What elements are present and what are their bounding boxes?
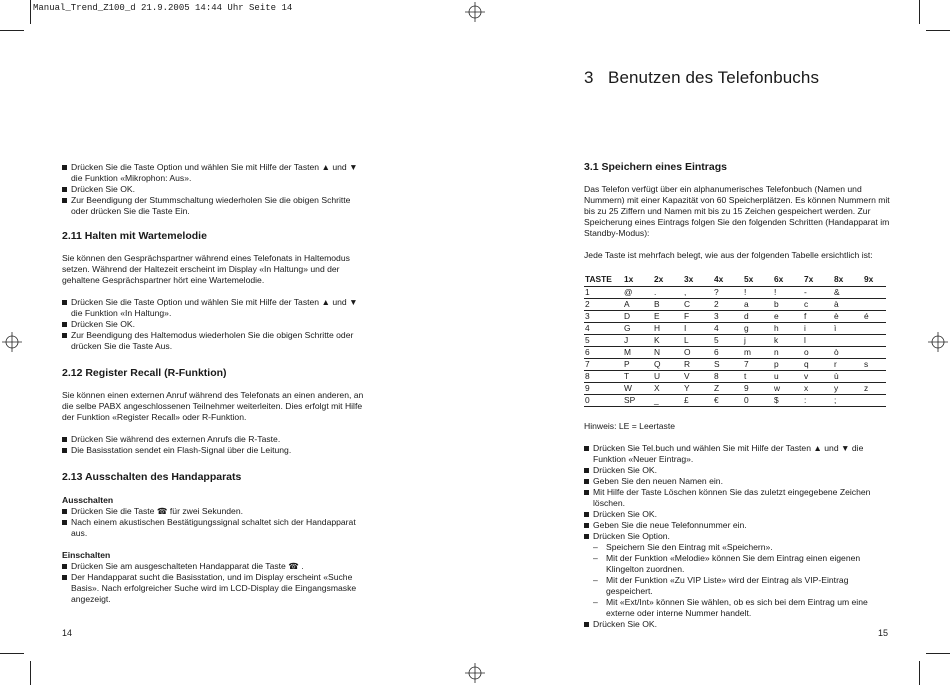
table-cell: 5	[713, 335, 743, 347]
table-cell: v	[803, 371, 833, 383]
list-item: – Speichern Sie den Eintrag mit «Speichern».	[584, 542, 890, 553]
table-cell: 0	[743, 395, 773, 407]
table-cell: B	[653, 299, 683, 311]
table-header-cell: 1x	[623, 273, 653, 287]
chapter-title-text: Benutzen des Telefonbuchs	[608, 68, 820, 87]
table-cell: M	[623, 347, 653, 359]
table-cell: f	[803, 311, 833, 323]
table-row	[584, 311, 886, 323]
table-cell: j	[743, 335, 773, 347]
list-item: Zur Beendigung der Stummschaltung wiederholen Sie die obigen Schritte oder drücken Sie die Taste Ein.	[62, 195, 370, 217]
table-cell: a	[743, 299, 773, 311]
table-cell: e	[773, 311, 803, 323]
table-row	[584, 395, 886, 407]
table-cell: 4	[713, 323, 743, 335]
table-cell: O	[683, 347, 713, 359]
table-cell: &	[833, 287, 863, 299]
crop-mark	[0, 30, 24, 31]
table-cell: 3	[584, 311, 623, 323]
list-item: Der Handapparat sucht die Basisstation, und im Display erscheint «Suche Basis». Nach erfolgreicher Suche wird im LCD-Display die Eingangsmaske angezeigt.	[62, 572, 370, 605]
table-cell: à	[833, 299, 863, 311]
table-cell: 7	[584, 359, 623, 371]
right-page	[584, 162, 890, 630]
table-cell: _	[653, 395, 683, 407]
table-cell: Y	[683, 383, 713, 395]
table-cell: n	[773, 347, 803, 359]
table-cell: J	[623, 335, 653, 347]
table-cell: o	[803, 347, 833, 359]
table-cell: ò	[833, 347, 863, 359]
table-cell: p	[773, 359, 803, 371]
table-header-cell: TASTE	[584, 273, 623, 287]
registration-mark-icon	[465, 2, 485, 22]
paragraph: Sie können einen externen Anruf während des Telefonats an einen anderen, an die selbe PABX angeschlossenen Teilnehmer weiterleiten. Dies erfolgt mit Hilfe der Funktion «Register Recall» oder R-Funktion.	[62, 390, 364, 422]
list-item: Drücken Sie Option.	[584, 531, 890, 542]
list-item: Geben Sie die neue Telefonnummer ein.	[584, 520, 890, 531]
table-row	[584, 359, 886, 371]
table-cell: 8	[713, 371, 743, 383]
table-row	[584, 335, 886, 347]
table-header-cell: 8x	[833, 273, 863, 287]
chapter-number: 3	[584, 68, 594, 87]
table-cell: 6	[713, 347, 743, 359]
table-cell: Z	[713, 383, 743, 395]
table-cell: D	[623, 311, 653, 323]
section-heading: 2.11 Halten mit Wartemelodie	[62, 230, 207, 242]
list-item: Drücken Sie Tel.buch und wählen Sie mit Hilfe der Tasten ▲ und ▼ die Funktion «Neuer Eintrag».	[584, 443, 890, 465]
table-cell: z	[863, 383, 886, 395]
table-cell: s	[863, 359, 886, 371]
table-cell: 8	[584, 371, 623, 383]
steps-list	[584, 443, 890, 630]
table-cell: w	[773, 383, 803, 395]
table-cell: SP	[623, 395, 653, 407]
table-cell: S	[713, 359, 743, 371]
table-cell	[863, 347, 886, 359]
table-cell	[833, 335, 863, 347]
table-cell: W	[623, 383, 653, 395]
table-cell: 0	[584, 395, 623, 407]
table-row	[584, 299, 886, 311]
hint-text: Hinweis: LE = Leertaste	[584, 421, 675, 431]
page-number: 14	[62, 628, 73, 638]
table-cell: c	[803, 299, 833, 311]
table-cell: 5	[584, 335, 623, 347]
list	[62, 506, 370, 539]
page-number: 15	[878, 628, 889, 638]
list-item: Drücken Sie OK.	[62, 184, 370, 195]
crop-mark	[926, 30, 950, 31]
table-cell	[863, 395, 886, 407]
chapter-title	[584, 68, 819, 88]
print-slug: Manual_Trend_Z100_d 21.9.2005 14:44 Uhr Seite 14	[33, 3, 293, 13]
table-cell: y	[833, 383, 863, 395]
table-cell: 2	[584, 299, 623, 311]
subheading-off: Ausschalten	[62, 495, 114, 505]
table-cell: b	[773, 299, 803, 311]
table-cell: i	[803, 323, 833, 335]
table-cell: 3	[713, 311, 743, 323]
table-cell	[863, 323, 886, 335]
list-item: – Mit der Funktion «Melodie» können Sie dem Eintrag einen eigenen Klingelton zuordnen.	[584, 553, 890, 575]
table-cell	[863, 299, 886, 311]
crop-mark	[30, 0, 31, 24]
registration-mark-icon	[928, 332, 948, 352]
paragraph: Sie können den Gesprächspartner während eines Telefonats in Haltemodus setzen. Während der Haltezeit erscheint im Display «In Haltung» und der gehaltene Gesprächspartner hört eine Wartemelodie.	[62, 253, 350, 285]
table-cell: U	[653, 371, 683, 383]
table-cell	[863, 335, 886, 347]
table-row	[584, 323, 886, 335]
table-cell: ì	[833, 323, 863, 335]
list-item: Drücken Sie OK.	[62, 319, 370, 330]
table-cell: L	[683, 335, 713, 347]
table-cell: é	[863, 311, 886, 323]
table-cell: £	[683, 395, 713, 407]
table-cell: 6	[584, 347, 623, 359]
table-cell: ;	[833, 395, 863, 407]
table-cell: E	[653, 311, 683, 323]
table-body	[584, 287, 886, 407]
table-cell: :	[803, 395, 833, 407]
table-header-cell: 4x	[713, 273, 743, 287]
list-item: Geben Sie den neuen Namen ein.	[584, 476, 890, 487]
crop-mark	[926, 653, 950, 654]
table-header-row	[584, 273, 886, 287]
table-cell: u	[773, 371, 803, 383]
table-cell: 7	[743, 359, 773, 371]
table-cell: Q	[653, 359, 683, 371]
crop-mark	[919, 661, 920, 685]
list-item: Drücken Sie OK.	[584, 509, 890, 520]
table-cell: m	[743, 347, 773, 359]
table-header-cell: 9x	[863, 273, 886, 287]
paragraph: Das Telefon verfügt über ein alphanumerisches Telefonbuch (Namen und Nummern) mit einer Kapazität von 60 Speicherplätzen. Es können Nummern mit bis zu 25 Ziffern und Namen mit bis zu 15 Zeichen gespeichert werden. Zur Speicherung eines Eintrags folgen Sie den folgenden Schritten (Handapparat im Standby-Modus):	[584, 184, 890, 238]
table-cell: K	[653, 335, 683, 347]
list-item: Drücken Sie die Taste Option und wählen Sie mit Hilfe der Tasten ▲ und ▼ die Funktion «In Haltung».	[62, 297, 370, 319]
left-page	[62, 162, 370, 605]
table-cell: ù	[833, 371, 863, 383]
table-header-cell: 3x	[683, 273, 713, 287]
list	[62, 434, 370, 456]
table-cell: 9	[743, 383, 773, 395]
table-cell: 4	[584, 323, 623, 335]
table-cell: !	[743, 287, 773, 299]
table-cell: g	[743, 323, 773, 335]
table-cell: C	[683, 299, 713, 311]
list-item: Drücken Sie OK.	[584, 465, 890, 476]
table-cell: X	[653, 383, 683, 395]
list	[62, 297, 370, 352]
table-cell	[863, 287, 886, 299]
table-cell: G	[623, 323, 653, 335]
table-row	[584, 371, 886, 383]
paragraph: Jede Taste ist mehrfach belegt, wie aus der folgenden Tabelle ersichtlich ist:	[584, 250, 873, 260]
crop-mark	[30, 661, 31, 685]
table-row	[584, 383, 886, 395]
crop-mark	[919, 0, 920, 24]
table-header-cell: 5x	[743, 273, 773, 287]
table-cell: d	[743, 311, 773, 323]
intro-list	[62, 162, 370, 217]
table-cell: 9	[584, 383, 623, 395]
table-cell: ?	[713, 287, 743, 299]
table-cell: F	[683, 311, 713, 323]
table-cell: .	[653, 287, 683, 299]
table-cell: k	[773, 335, 803, 347]
section-heading: 3.1 Speichern eines Eintrags	[584, 161, 727, 173]
list-item: Drücken Sie die Taste ☎ für zwei Sekunden.	[62, 506, 370, 517]
table-cell: P	[623, 359, 653, 371]
table-cell: t	[743, 371, 773, 383]
table-cell: A	[623, 299, 653, 311]
list-item: Drücken Sie am ausgeschalteten Handapparat die Taste ☎ .	[62, 561, 370, 572]
list-item: Drücken Sie OK.	[584, 619, 890, 630]
registration-mark-icon	[465, 663, 485, 683]
table-cell: €	[713, 395, 743, 407]
table-cell: N	[653, 347, 683, 359]
table-cell: è	[833, 311, 863, 323]
table-cell: 2	[713, 299, 743, 311]
table-cell: l	[803, 335, 833, 347]
list-item: Mit Hilfe der Taste Löschen können Sie das zuletzt eingegebene Zeichen löschen.	[584, 487, 890, 509]
table-cell: V	[683, 371, 713, 383]
list-item: – Mit «Ext/Int» können Sie wählen, ob es sich bei dem Eintrag um eine externe oder interne Nummer handelt.	[584, 597, 890, 619]
table-row	[584, 347, 886, 359]
table-cell: h	[773, 323, 803, 335]
table-cell: T	[623, 371, 653, 383]
table-cell: -	[803, 287, 833, 299]
table-cell: ,	[683, 287, 713, 299]
table-cell: $	[773, 395, 803, 407]
registration-mark-icon	[2, 332, 22, 352]
table-header-cell: 2x	[653, 273, 683, 287]
section-heading: 2.13 Ausschalten des Handapparats	[62, 471, 242, 483]
table-cell: R	[683, 359, 713, 371]
list-item: Die Basisstation sendet ein Flash-Signal über die Leitung.	[62, 445, 370, 456]
table-header-cell: 6x	[773, 273, 803, 287]
section-heading: 2.12 Register Recall (R-Funktion)	[62, 367, 227, 379]
subheading-on: Einschalten	[62, 550, 111, 560]
list-item: Nach einem akustischen Bestätigungssignal schaltet sich der Handapparat aus.	[62, 517, 370, 539]
list-item: Zur Beendigung des Haltemodus wiederholen Sie die obigen Schritte oder drücken Sie die Taste Aus.	[62, 330, 370, 352]
list	[62, 561, 370, 605]
table-cell: q	[803, 359, 833, 371]
table-row	[584, 287, 886, 299]
list-item: Drücken Sie die Taste Option und wählen Sie mit Hilfe der Tasten ▲ und ▼ die Funktion «Mikrophon: Aus».	[62, 162, 370, 184]
table-cell: I	[683, 323, 713, 335]
table-cell: @	[623, 287, 653, 299]
table-cell: x	[803, 383, 833, 395]
table-header-cell: 7x	[803, 273, 833, 287]
table-cell	[863, 371, 886, 383]
table-cell: H	[653, 323, 683, 335]
table-cell: 1	[584, 287, 623, 299]
table-cell: r	[833, 359, 863, 371]
crop-mark	[0, 653, 24, 654]
list-item: – Mit der Funktion «Zu VIP Liste» wird der Eintrag als VIP-Eintrag gespeichert.	[584, 575, 890, 597]
list-item: Drücken Sie während des externen Anrufs die R-Taste.	[62, 434, 370, 445]
character-table	[584, 273, 886, 407]
table-cell: !	[773, 287, 803, 299]
